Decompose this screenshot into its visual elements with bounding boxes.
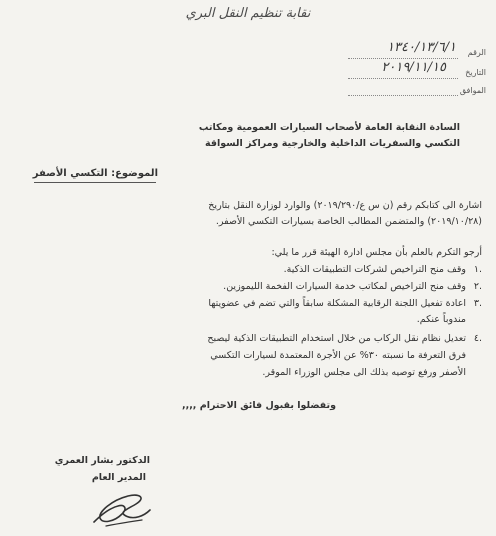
recipient-line-2: التكسي والسفريات الداخلية والخارجية ومراكز السواقة <box>205 138 460 149</box>
item-1-text: وقف منح التراخيص لشركات التطبيقات الذكية. <box>283 264 466 275</box>
item-4-number: .٤ <box>473 333 482 344</box>
item-1-number: .١ <box>473 264 482 275</box>
number-line <box>348 58 458 59</box>
handwritten-signature <box>88 486 158 532</box>
letterhead-logo-text: نقابة تنظيم النقل البري <box>185 6 311 21</box>
body-paragraph-line-2: (٢٠١٩/١٠/٢٨) والمتضمن المطالب الخاصة بسيارات التكسي الأصفر. <box>215 216 482 227</box>
item-3-number: .٣ <box>473 298 482 309</box>
date-line <box>348 78 458 79</box>
signatory-name: الدكتور بشار العمري <box>54 455 150 466</box>
item-4-text-line-1: تعديل نظام نقل الركاب من خلال استخدام التطبيقات الذكية ليصبح <box>207 333 466 344</box>
reference-number: ١٣٤٠/١٣/٦/١ <box>387 40 456 55</box>
recipient-line-1: السادة النقابة العامة لأصحاب السيارات العمومية ومكاتب <box>198 122 460 133</box>
letter-date: ٢٠١٩/١١/١٥ <box>381 60 446 75</box>
subject-underline <box>34 182 156 183</box>
item-3-text-line-1: اعادة تفعيل اللجنة الرقابية المشكلة سابقاً والتي تضم في عضويتها <box>208 298 466 309</box>
subject-line: الموضوع: التكسي الأصفر <box>32 168 158 179</box>
item-4-text-line-3: الأصفر ورفع توصيه بذلك الى مجلس الوزراء الموقر. <box>262 367 466 378</box>
decision-intro: أرجو التكرم بالعلم بأن مجلس ادارة الهيئة قرر ما يلي: <box>271 247 482 258</box>
item-2-text: وقف منح التراخيص لمكاتب خدمة السيارات الفخمة الليموزين. <box>223 281 466 292</box>
body-paragraph-line-1: اشارة الى كتابكم رقم (ن س ع/٢٠١٩/٢٩٠) والوارد لوزارة النقل بتاريخ <box>208 200 482 211</box>
item-3-text-line-2: مندوباً عنكم. <box>416 314 466 325</box>
signatory-title: المدير العام <box>91 472 146 483</box>
date-label: التاريخ <box>465 68 486 77</box>
item-4-text-line-2: فرق التعرفة ما نسبته ٣٠% عن الأجرة المعتمدة لسيارات التكسي <box>210 350 466 361</box>
number-label: الرقم <box>467 48 486 57</box>
corresponding-label: الموافق <box>459 86 486 95</box>
closing-line: وتفضلوا بقبول فائق الاحترام ,,,, <box>181 400 336 411</box>
corresponding-line <box>348 95 458 96</box>
item-2-number: .٢ <box>473 281 482 292</box>
